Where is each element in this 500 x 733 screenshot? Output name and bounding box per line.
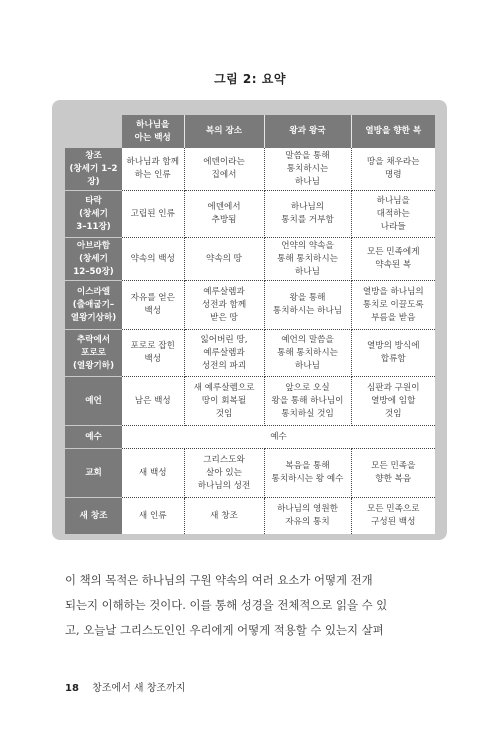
table-row xyxy=(65,426,435,449)
table-cell: 복음을 통해 통치하시는 왕 예수 xyxy=(264,449,351,498)
figure-title: 그림 2: 요약 xyxy=(214,72,286,86)
page-footer xyxy=(65,679,185,694)
table-header-row xyxy=(65,115,435,148)
table-cell: 하나님과 함께 하는 인류 xyxy=(122,148,184,191)
table-cell: 그리스도와 살아 있는 하나님의 성전 xyxy=(184,449,264,498)
table-cell-span: 예수 xyxy=(122,426,435,449)
body-line: 이 책의 목적은 하나님의 구원 약속의 여러 요소가 어떻게 전개 xyxy=(65,573,373,587)
table-cell: 모든 민족으로 구성된 백성 xyxy=(351,498,435,535)
row-header: 타락 (창세기 3–11장) xyxy=(65,191,122,238)
row-header: 새 창조 xyxy=(65,498,122,535)
table-row xyxy=(65,330,435,377)
table-cell: 예루살렘과 성전과 함께 받은 땅 xyxy=(184,281,264,330)
row-header: 교회 xyxy=(65,449,122,498)
body-line: 고, 오늘날 그리스도인인 우리에게 어떻게 적용할 수 있는지 살펴 xyxy=(65,623,384,637)
table-row xyxy=(65,191,435,238)
body-paragraph xyxy=(65,568,440,643)
table-row xyxy=(65,449,435,498)
column-header: 열방을 향한 복 xyxy=(351,115,435,148)
column-header: 왕과 왕국 xyxy=(264,115,351,148)
table-row xyxy=(65,281,435,330)
table-cell: 땅을 채우라는 명령 xyxy=(351,148,435,191)
row-header: 이스라엘 (출애굽기– 열왕기상하) xyxy=(65,281,122,330)
table-row xyxy=(65,498,435,535)
table-cell: 앞으로 오실 왕을 통해 하나님이 통치하실 것임 xyxy=(264,377,351,426)
running-title: 창조에서 새 창조까지 xyxy=(92,683,186,694)
table-cell: 심판과 구원이 열방에 임할 것임 xyxy=(351,377,435,426)
table-cell: 하나님의 영원한 자유의 통치 xyxy=(264,498,351,535)
table-row xyxy=(65,377,435,426)
row-header: 추락에서 포로로 (열왕기하) xyxy=(65,330,122,377)
table-cell: 말씀을 통해 통치하시는 하나님 xyxy=(264,148,351,191)
table-cell: 약속의 땅 xyxy=(184,238,264,281)
body-line: 되는지 이해하는 것이다. 이를 통해 성경을 전체적으로 읽을 수 있 xyxy=(65,598,388,612)
row-header: 창조 (창세기 1–2장) xyxy=(65,148,122,191)
table-cell: 모든 민족에게 약속된 복 xyxy=(351,238,435,281)
row-header: 아브라함 (창세기 12–50장) xyxy=(65,238,122,281)
table-cell: 포로로 잡힌 백성 xyxy=(122,330,184,377)
table-cell: 고립된 인류 xyxy=(122,191,184,238)
table-cell: 열방을 하나님의 통치로 이끌도록 부름을 받음 xyxy=(351,281,435,330)
table-cell: 새 인류 xyxy=(122,498,184,535)
table-cell: 자유를 얻은 백성 xyxy=(122,281,184,330)
table-row xyxy=(65,148,435,191)
page-number: 18 xyxy=(65,683,79,694)
table-cell: 하나님을 대적하는 나라들 xyxy=(351,191,435,238)
table-row xyxy=(65,238,435,281)
table-cell: 예언의 말씀을 통해 통치하시는 하나님 xyxy=(264,330,351,377)
table-cell: 하나님의 통치를 거부함 xyxy=(264,191,351,238)
column-header: 하나님을 아는 백성 xyxy=(122,115,184,148)
row-header: 예수 xyxy=(65,426,122,449)
table-cell: 왕을 통해 통치하시는 하나님 xyxy=(264,281,351,330)
column-header: 복의 장소 xyxy=(184,115,264,148)
table-corner-cell xyxy=(65,115,122,148)
table-cell: 남은 백성 xyxy=(122,377,184,426)
table-cell: 새 창조 xyxy=(184,498,264,535)
table-cell: 열방의 방식에 합류함 xyxy=(351,330,435,377)
table-cell: 모든 민족을 향한 복음 xyxy=(351,449,435,498)
table-cell: 새 예루살렘으로 땅이 회복될 것임 xyxy=(184,377,264,426)
table-cell: 에덴이라는 집에서 xyxy=(184,148,264,191)
table-cell: 잃어버린 땅, 예루살렘과 성전의 파괴 xyxy=(184,330,264,377)
table-cell: 약속의 백성 xyxy=(122,238,184,281)
table-cell: 언약의 약속을 통해 통치하시는 하나님 xyxy=(264,238,351,281)
table-cell: 에덴에서 추방됨 xyxy=(184,191,264,238)
table-cell: 새 백성 xyxy=(122,449,184,498)
summary-table xyxy=(65,115,435,534)
row-header: 예언 xyxy=(65,377,122,426)
